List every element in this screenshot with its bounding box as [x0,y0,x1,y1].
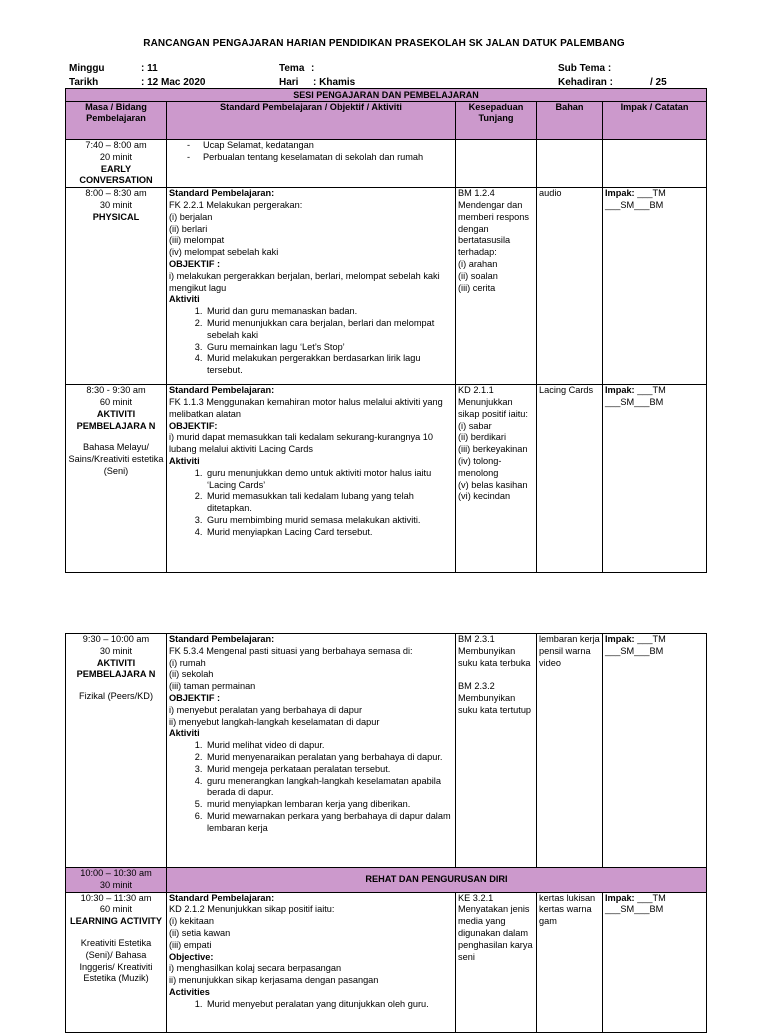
sp-item: (ii) sekolah [169,669,214,680]
bahan-cell [537,892,603,1032]
content-cell [167,188,456,385]
impak-cell [603,188,707,385]
kesepaduan-code: KE 3.2.1 [458,892,494,903]
bahan-cell [537,140,603,188]
activity-item: 3. Guru membimbing murid semasa melakukan aktiviti. [205,515,453,527]
table-row [66,385,707,573]
impak-tm: ___TM [637,634,666,644]
activity-item: 1. guru menunjukkan demo untuk aktiviti motor halus iaitu ‘Lacing Cards’ [205,468,453,492]
kesepaduan-cell [456,140,537,188]
header-standard: Standard Pembelajaran / Objektif / Aktiviti [167,102,456,140]
sp-item: (iii) taman permainan [169,681,256,692]
minggu-value: : 11 [141,63,158,74]
sp-label: Standard Pembelajaran: [169,892,275,903]
kesepaduan-text: Membunyikan suku kata terbuka [458,645,531,668]
tema-label: Tema [279,63,305,74]
duration-text: 30 minit [99,879,133,890]
session-band-row [66,89,707,102]
sp-item: (i) rumah [169,657,206,668]
kesepaduan-text: (iii) berkeyakinan [458,444,528,455]
greeting-list [169,140,453,164]
header-impak: Impak / Catatan [603,102,707,140]
impak-cell [603,140,707,188]
sp-text: FK 5.3.4 Mengenal pasti situasi yang berbahaya semasa di: [169,645,413,656]
content-cell [167,892,456,1032]
kesepaduan-cell [456,634,537,868]
duration-text: 60 minit [99,904,133,915]
subject-note: Bahasa Melayu/ Sains/Kreativiti estetika (Seni) [68,442,164,476]
content-cell [167,385,456,573]
activity-list [169,999,453,1011]
activity-label: Aktiviti [169,294,200,305]
kesepaduan-code: BM 1.2.4 [458,188,495,199]
masa-cell [66,188,167,385]
lesson-plan-table-1 [65,88,707,573]
duration-text: 20 minit [99,151,133,162]
objective-text: ii) menyebut langkah-langkah keselamatan di dapur [169,716,380,727]
area-text: LEARNING ACTIVITY [69,916,163,927]
objective-text: i) menghasilkan kolaj secara berpasangan [169,963,342,974]
impak-sm-bm: ___SM___BM [605,199,664,210]
kesepaduan-text: Menunjukkan sikap positif iaitu: [458,396,528,419]
activity-item: 2. Murid menyenaraikan peralatan yang berbahaya di dapur. [205,752,453,764]
bahan-text: video [539,657,561,668]
objective-label: OBJEKTIF: [169,420,218,431]
impak-label: Impak: [605,892,635,903]
activity-item: 6. Murid mewarnakan perkara yang berbahaya di dapur dalam lembaran kerja [205,811,453,835]
time-text: 10:00 – 10:30 am [80,868,152,878]
sp-item: (ii) setia kawan [169,927,231,938]
impak-label: Impak: [605,634,635,644]
kesepaduan-text: Menyatakan jenis media yang digunakan dalam penghasilan karya seni [458,904,533,962]
masa-cell [66,385,167,573]
activity-item: 4. guru menerangkan langkah-langkah keselamatan apabila berada di dapur. [205,776,453,800]
activity-item: 1. Murid melihat video di dapur. [205,740,453,752]
sp-text: FK 1.1.3 Menggunakan kemahiran motor halus melalui aktiviti yang melibatkan alatan [169,396,443,419]
objective-label: OBJEKTIF : [169,258,221,269]
kesepaduan-code: KD 2.1.1 [458,385,494,396]
kehadiran-label: Kehadiran : [558,77,614,88]
header-masa: Masa / Bidang Pembelajaran [66,102,167,140]
kesepaduan-cell [456,188,537,385]
kesepaduan-text: (i) sabar [458,420,492,431]
sp-item: (ii) berlari [169,223,208,234]
objective-label: OBJEKTIF : [169,692,221,703]
impak-cell [603,385,707,573]
table-row [66,634,707,868]
area-text: AKTIVITI PEMBELAJARA N [76,657,156,680]
kesepaduan-code: BM 2.3.2 [458,681,495,692]
time-text: 8:00 – 8:30 am [85,188,147,199]
time-text: 10:30 – 11:30 am [80,892,152,903]
activity-item: 2. Murid memasukkan tali kedalam lubang yang telah ditetapkan. [205,491,453,515]
kesepaduan-text: (iv) tolong-menolong [458,455,502,478]
kesepaduan-text: (i) arahan [458,258,498,269]
header-row [66,102,707,140]
objective-text: i) menyebut peralatan yang berbahaya di dapur [169,704,363,715]
impak-cell [603,634,707,868]
sp-label: Standard Pembelajaran: [169,634,275,644]
hari-row [279,77,356,88]
masa-cell [66,140,167,188]
table-row [66,188,707,385]
rehat-row [66,868,707,893]
minggu-label: Minggu [69,63,105,74]
objective-label: Objective: [169,951,214,962]
sp-text: KD 2.1.2 Menunjukkan sikap positif iaitu: [169,904,335,915]
impak-cell [603,892,707,1032]
impak-label: Impak: [605,385,635,396]
minggu-row [69,63,158,74]
sp-item: (iii) empati [169,939,212,950]
kehadiran-value: / 25 [650,77,667,88]
bahan-text: Lacing Cards [539,385,594,396]
time-text: 8:30 - 9:30 am [86,385,146,396]
area-text: AKTIVITI PEMBELAJARA N [76,408,156,431]
bahan-text: kertas warna [539,904,592,915]
hari-label: Hari [279,77,299,88]
tarikh-value: : 12 Mac 2020 [141,77,206,88]
activity-item: 1. Murid dan guru memanaskan badan. [205,306,453,318]
objective-text: i) murid dapat memasukkan tali kedalam sekurang-kurangnya 10 lubang melalui aktiviti Lacing Cards [169,432,434,455]
impak-sm-bm: ___SM___BM [605,645,664,656]
sp-item: (i) berjalan [169,211,213,222]
kesepaduan-cell [456,892,537,1032]
subject-note: Kreativiti Estetika (Seni)/ Bahasa Inggeris/ Kreativiti Estetika (Muzik) [79,937,153,984]
bahan-cell [537,188,603,385]
activity-label: Activities [169,986,210,997]
kesepaduan-text: (ii) berdikari [458,432,506,443]
impak-tm: ___TM [637,188,666,199]
subject-note: Fizikal (Peers/KD) [78,691,154,702]
area-text: EARLY CONVERSATION [79,163,153,186]
kesepaduan-text: Membunyikan suku kata tertutup [458,693,532,715]
table-row [66,892,707,1032]
sp-item: (iii) melompat [169,235,225,246]
subtema-label: Sub Tema : [558,63,612,74]
sp-label: Standard Pembelajaran: [169,188,275,199]
masa-cell [66,634,167,868]
impak-tm: ___TM [637,385,666,396]
bahan-cell [537,385,603,573]
kesepaduan-text: (ii) soalan [458,270,498,281]
bahan-cell [537,634,603,868]
impak-label: Impak: [605,188,635,199]
tarikh-row [69,77,206,88]
lesson-plan-table-2 [65,633,707,1033]
objective-text: i) melakukan pergerakkan berjalan, berlari, melompat sebelah kaki mengikut lagu [169,270,440,293]
activity-list [169,468,453,539]
rehat-title: REHAT DAN PENGURUSAN DIRI [167,868,707,893]
sp-item: (iv) melompat sebelah kaki [169,247,279,258]
kesepaduan-code: BM 2.3.1 [458,634,495,644]
tema-value: : [311,63,315,74]
header-kesepaduan: Kesepaduan Tunjang [456,102,537,140]
duration-text: 30 minit [99,645,133,656]
table-row [66,140,707,188]
kesepaduan-text: Mendengar dan memberi respons dengan bertatasusila terhadap: [458,199,529,258]
kesepaduan-cell [456,385,537,573]
kehadiran-row [558,77,667,88]
document-title: RANCANGAN PENGAJARAN HARIAN PENDIDIKAN PRASEKOLAH SK JALAN DATUK PALEMBANG [143,38,625,49]
bahan-text: audio [539,188,562,199]
header-bahan: Bahan [537,102,603,140]
kesepaduan-text: (vi) kecindan [458,491,511,502]
masa-cell [66,892,167,1032]
activity-label: Aktiviti [169,455,200,466]
session-band-title: SESI PENGAJARAN DAN PEMBELAJARAN [66,89,707,102]
list-item: - Ucap Selamat, kedatangan [203,140,453,152]
bahan-text: gam [539,916,557,927]
activity-list [169,306,453,377]
impak-sm-bm: ___SM___BM [605,904,664,915]
list-item: - Perbualan tentang keselamatan di sekolah dan rumah [203,152,453,164]
time-text: 7:40 – 8:00 am [85,140,147,150]
kesepaduan-text: (v) belas kasihan [458,479,528,490]
bahan-text: kertas lukisan [539,892,596,903]
area-text: PHYSICAL [92,211,140,222]
time-text: 9:30 – 10:00 am [82,634,150,644]
bahan-text: lembaran kerja [539,634,600,644]
tarikh-label: Tarikh [69,77,99,88]
rehat-time-cell [66,868,167,893]
duration-text: 30 minit [99,199,133,210]
activity-item: 1. Murid menyebut peralatan yang ditunjukkan oleh guru. [205,999,453,1011]
activity-item: 5. murid menyiapkan lembaran kerja yang diberikan. [205,799,453,811]
kesepaduan-text: (iii) cerita [458,282,496,293]
impak-tm: ___TM [637,892,666,903]
sp-item: (i) kekitaan [169,916,214,927]
activity-item: 3. Guru memainkan lagu ‘Let’s Stop’ [205,342,453,354]
activity-item: 2. Murid menunjukkan cara berjalan, berlari dan melompat sebelah kaki [205,318,453,342]
activity-item: 3. Murid mengeja perkataan peralatan tersebut. [205,764,453,776]
sp-label: Standard Pembelajaran: [169,385,275,396]
activity-label: Aktiviti [169,728,200,739]
objective-text: ii) menunjukkan sikap kerjasama dengan pasangan [169,975,379,986]
duration-text: 60 minit [99,396,133,407]
activity-item: 4. Murid melakukan pergerakkan berdasarkan lirik lagu tersebut. [205,353,453,377]
content-cell [167,140,456,188]
sp-text: FK 2.2.1 Melakukan pergerakan: [169,199,303,210]
activity-item: 4. Murid menyiapkan Lacing Card tersebut. [205,527,453,539]
tema-row [279,63,315,74]
bahan-text: pensil warna [539,645,591,656]
hari-value: : Khamis [313,77,356,88]
content-cell [167,634,456,868]
impak-sm-bm: ___SM___BM [605,396,664,407]
activity-list [169,740,453,834]
